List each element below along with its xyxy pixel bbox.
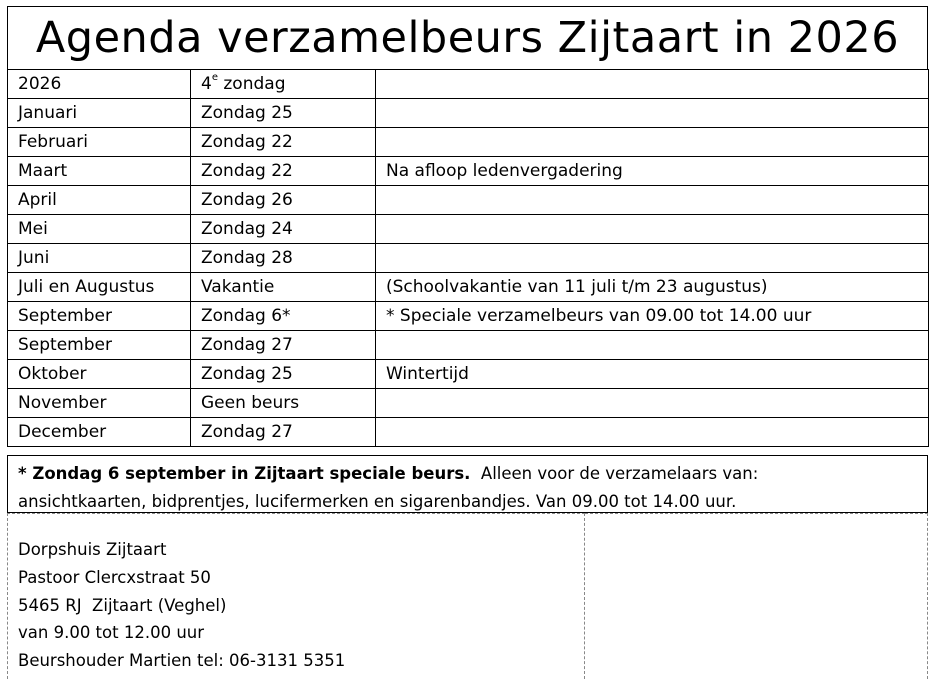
note-cell: (Schoolvakantie van 11 juli t/m 23 augustus) <box>376 273 929 302</box>
note-cell <box>376 244 929 273</box>
date-cell: Geen beurs <box>191 389 376 418</box>
note-cell <box>376 389 929 418</box>
note-cell: * Speciale verzamelbeurs van 09.00 tot 14.00 uur <box>376 302 929 331</box>
date-cell: Zondag 27 <box>191 331 376 360</box>
special-note-rest: Alleen voor de verzamelaars van: <box>470 464 759 483</box>
date-cell: Zondag 6* <box>191 302 376 331</box>
month-cell: September <box>8 302 191 331</box>
date-cell: Zondag 22 <box>191 128 376 157</box>
note-cell <box>376 418 929 447</box>
table-row <box>8 331 929 360</box>
note-cell <box>376 186 929 215</box>
table-row <box>8 273 929 302</box>
date-cell: Zondag 25 <box>191 99 376 128</box>
date-cell: Vakantie <box>191 273 376 302</box>
page-title: Agenda verzamelbeurs Zijtaart in 2026 <box>35 12 900 63</box>
empty-panel <box>585 513 928 679</box>
special-note-line-2: ansichtkaarten, bidprentjes, lucifermerken en sigarenbandjes. Van 09.00 tot 14.00 uur. <box>18 492 737 511</box>
month-cell: Januari <box>8 99 191 128</box>
date-cell: Zondag 24 <box>191 215 376 244</box>
city-line: 5465 RJ Zijtaart (Veghel) <box>18 595 227 615</box>
month-cell: April <box>8 186 191 215</box>
header-year: 2026 <box>8 70 191 99</box>
note-cell <box>376 215 929 244</box>
month-cell: Maart <box>8 157 191 186</box>
opening-hours: van 9.00 tot 12.00 uur <box>18 623 205 643</box>
table-row <box>8 302 929 331</box>
address-box <box>7 513 585 679</box>
header-sunday-word: zondag <box>217 73 286 94</box>
table-row <box>8 128 929 157</box>
table-row <box>8 418 929 447</box>
special-note-box <box>7 455 928 513</box>
table-row <box>8 389 929 418</box>
agenda-table <box>7 69 929 447</box>
table-row <box>8 186 929 215</box>
header-sunday-ordinal: e <box>211 71 218 83</box>
month-cell: Oktober <box>8 360 191 389</box>
month-cell: November <box>8 389 191 418</box>
header-sunday-number: 4 <box>201 73 212 94</box>
month-cell: Februari <box>8 128 191 157</box>
date-cell: Zondag 28 <box>191 244 376 273</box>
table-row <box>8 99 929 128</box>
date-cell: Zondag 25 <box>191 360 376 389</box>
month-cell: Juli en Augustus <box>8 273 191 302</box>
note-cell <box>376 99 929 128</box>
note-cell: Na afloop ledenvergadering <box>376 157 929 186</box>
date-cell: Zondag 22 <box>191 157 376 186</box>
street-address: Pastoor Clercxstraat 50 <box>18 567 211 587</box>
contact-line: Beurshouder Martien tel: 06-3131 5351 <box>18 651 346 671</box>
table-row <box>8 215 929 244</box>
table-row <box>8 157 929 186</box>
table-row <box>8 360 929 389</box>
date-cell: Zondag 27 <box>191 418 376 447</box>
special-note-line-1 <box>18 460 917 488</box>
note-cell: Wintertijd <box>376 360 929 389</box>
note-cell <box>376 128 929 157</box>
venue-name: Dorpshuis Zijtaart <box>18 540 167 559</box>
title-box <box>7 6 928 70</box>
header-note <box>376 70 929 99</box>
month-cell: Mei <box>8 215 191 244</box>
table-row <box>8 244 929 273</box>
special-note-bold: * Zondag 6 september in Zijtaart speciale beurs. <box>18 464 471 483</box>
date-cell: Zondag 26 <box>191 186 376 215</box>
note-cell <box>376 331 929 360</box>
month-cell: Juni <box>8 244 191 273</box>
header-sunday <box>191 70 376 99</box>
table-header-row <box>8 70 929 99</box>
month-cell: September <box>8 331 191 360</box>
month-cell: December <box>8 418 191 447</box>
